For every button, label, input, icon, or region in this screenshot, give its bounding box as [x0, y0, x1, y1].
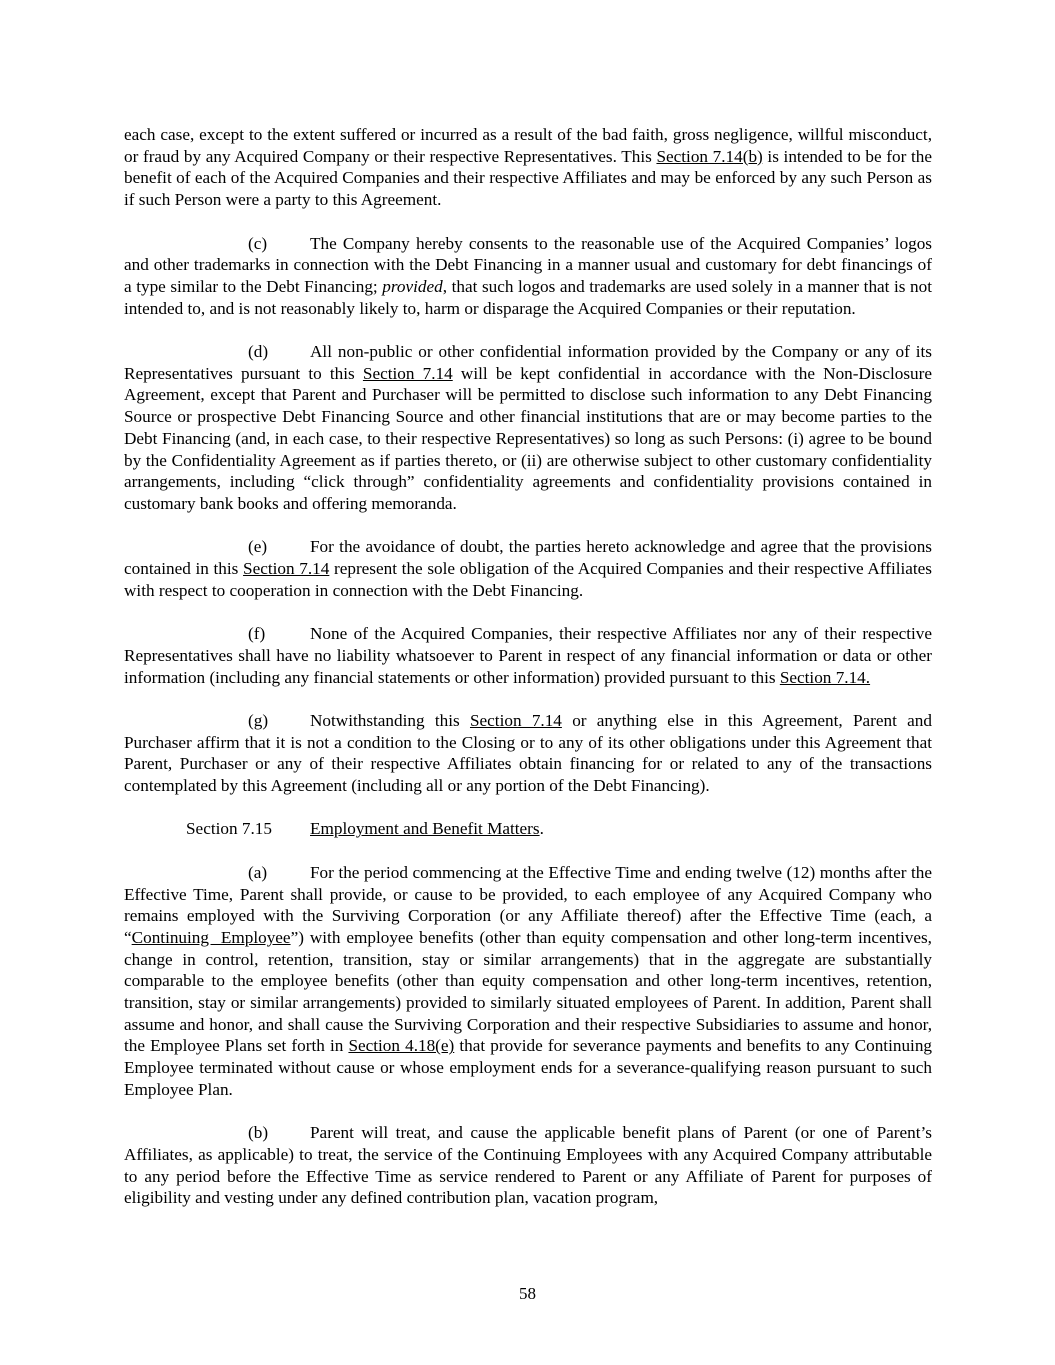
italic-term: provided — [382, 276, 443, 296]
paragraph-label: (a) — [248, 862, 268, 882]
paragraph-c — [124, 233, 932, 320]
section-reference: Section 7.14 — [362, 363, 453, 383]
paragraph-text: or anything else in this Agreement, Parent and Purchaser affirm that it is not a condition to the Closing or to any of its other obligations under this Agreement that Parent, Purchaser or any of their respective Affiliates obtain financing for or related to any of the transactions contemplated by this Agreement (including all or any portion of the Debt Financing). — [124, 710, 932, 796]
section-reference: Section 7.14. — [779, 667, 871, 687]
paragraph-continuation — [124, 124, 932, 211]
document-page — [124, 124, 932, 1231]
paragraph-f — [124, 623, 932, 688]
paragraph-g — [124, 710, 932, 797]
paragraph-label: (f) — [248, 624, 266, 644]
section-title-suffix: . — [539, 819, 544, 839]
paragraph-text: is intended to be for the benefit of each of the Acquired Companies and their respective Affiliates and may be enforced by any such Person as if such Person were a party to this Agreement. — [124, 146, 932, 210]
paragraph-text: , that such logos and trademarks are used solely in a manner that is not intended to, and is not reasonably likely to, harm or disparage the Acquired Companies or their reputation. — [124, 276, 933, 318]
paragraph-d — [124, 341, 932, 515]
paragraph-715-b — [124, 1122, 932, 1209]
paragraph-text: For the avoidance of doubt, the parties hereto acknowledge and agree that the provisions contained in this — [124, 537, 932, 579]
section-reference: Section 7.14 — [469, 710, 562, 730]
section-heading — [124, 818, 932, 840]
paragraph-label: (b) — [248, 1123, 269, 1143]
section-number: Section 7.15 — [186, 819, 272, 839]
paragraph-text: will be kept confidential in accordance with the Non-Disclosure Agreement, except that Parent and Purchaser will be permitted to disclose such information to any Debt Financing Source or prospective Debt Financing Source and other financial institutions that are or may become parties to the Debt Financing (and, in each case, to their respective Representatives) so long as such Persons: (i) agree to be bound by the Confidentiality Agreement as if parties thereto, or (ii) are otherwise subject to other customary confidentiality arrangements, including “click through” confidentiality agreements and confidentiality provisions contained in customary bank books and offering memoranda. — [124, 363, 932, 513]
paragraph-text: All non-public or other confidential information provided by the Company or any of its Representatives pursuant to this — [124, 342, 932, 383]
paragraph-text: ”) with employee benefits (other than equity compensation and other long-term incentives, change in control, retention, transition, stay or similar arrangements) that in the aggregate are substantially comparable to the employee benefits (other than equity compensation and other long-term incentives, retention, transition, stay or similar arrangements) provided to similarly situated employees of Parent. In addition, Parent shall assume and honor, and shall cause the Surviving Corporation and their respective Subsidiaries to assume and honor, the Employee Plans set forth in — [124, 927, 932, 1056]
paragraph-text: The Company hereby consents to the reasonable use of the Acquired Companies’ logos and other trademarks in connection with the Debt Financing in a manner usual and customary for debt financings of a type similar to the Debt Financing; — [124, 233, 932, 296]
paragraph-text: that provide for severance payments and benefits to any Continuing Employee terminated without cause or whose employment ends for a severance-qualifying reason pursuant to such Employee Plan. — [124, 1036, 933, 1099]
paragraph-text: For the period commencing at the Effective Time and ending twelve (12) months after the Effective Time, Parent shall provide, or cause to be provided, to each employee of any Acquired Company who remains employed with the Surviving Corporation (or any Affiliate thereof) after the Effective Time (each, a “ — [124, 862, 932, 947]
paragraph-text: represent the sole obligation of the Acquired Companies and their respective Affiliates with respect to cooperation in connection with the Debt Financing. — [124, 559, 933, 600]
paragraph-715-a — [124, 862, 932, 1101]
paragraph-text: None of the Acquired Companies, their respective Affiliates nor any of their respective Representatives shall have no liability whatsoever to Parent in respect of any financial information or data or other information (including any financial statements or other information) provided pursuant to this — [124, 624, 932, 687]
defined-term: Continuing Employee — [131, 927, 291, 947]
paragraph-text: Notwithstanding this — [310, 710, 470, 730]
paragraph-label: (e) — [248, 537, 268, 557]
paragraph-text: each case, except to the extent suffered or incurred as a result of the bad faith, gross negligence, willful misconduct, or fraud by any Acquired Company or their respective Representatives. This — [124, 125, 932, 166]
section-reference: Section 7.14(b) — [656, 146, 763, 166]
paragraph-e — [124, 536, 932, 601]
section-title: Employment and Benefit Matters — [310, 819, 540, 839]
paragraph-label: (d) — [248, 342, 269, 361]
paragraph-text: Parent will treat, and cause the applicable benefit plans of Parent (or one of Parent’s Affiliates, as applicable) to treat, the service of the Continuing Employees with any Acquired Company attributable to any period before the Effective Time as service rendered to Parent or any Affiliate of Parent for purposes of eligibility and vesting under any defined contribution plan, vacation program, — [124, 1123, 932, 1208]
paragraph-label: (g) — [248, 710, 269, 730]
page-number: 58 — [519, 1284, 536, 1303]
section-reference: Section 4.18(e) — [348, 1036, 455, 1056]
section-reference: Section 7.14 — [243, 559, 330, 579]
paragraph-label: (c) — [248, 233, 268, 253]
